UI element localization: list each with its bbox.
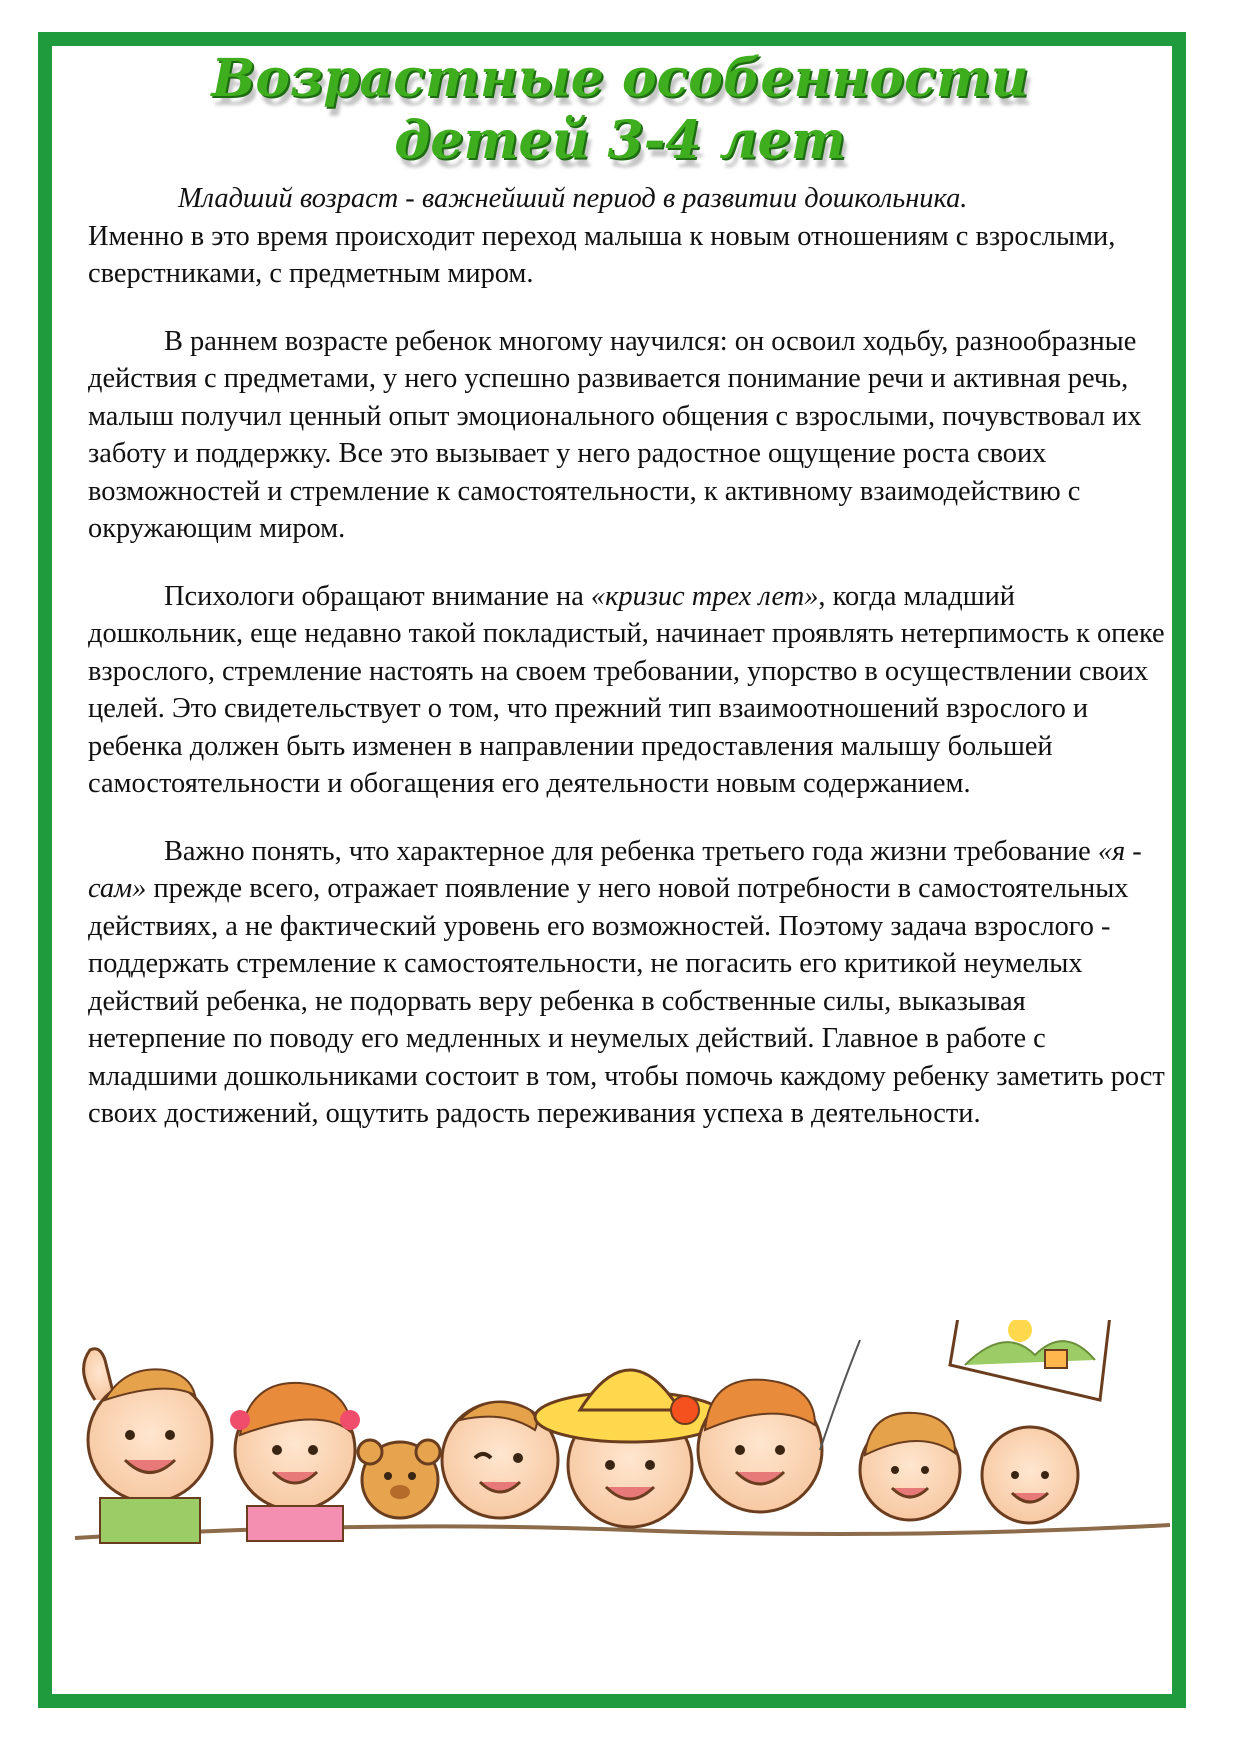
child-7 bbox=[982, 1427, 1078, 1523]
paragraph-1-rest: Именно в это время происходит переход малыша к новым отношениям с взрослыми, сверстниками, с предметным миром. bbox=[88, 220, 1116, 289]
teddy-bear bbox=[358, 1440, 440, 1518]
paragraph-3-text-a: Психологи обращают внимание на bbox=[164, 580, 591, 612]
paragraph-2: В раннем возрасте ребенок многому научился: он освоил ходьбу, разнообразные действия с предметами, у него успешно развивается понимание речи и активная речь, малыш получил ценный опыт эмоционального общения с взрослыми, почувствовал их заботу и поддержку. Все это вызывает у него радостное ощущение роста своих возможностей и стремление к самостоятельности, к активному взаимодействию с окружающим миром. bbox=[88, 325, 1142, 544]
page-title-line-2: детей 3-4 лет bbox=[394, 110, 846, 171]
paragraph-4-text-b: прежде всего, отражает появление у него новой потребности в самостоятельных действиях, а не фактический уровень его возможностей. Поэтому задача взрослого - поддержать стремление к самостоятельности, не погасить его критикой неумелых действий ребенка, не подорвать веру ребенка в собственные силы, выказывая нетерпение по поводу его медленных и неумелых действий. Главное в работе с младшими дошкольниками состоит в том, чтобы помочь каждому ребенку заметить рост своих достижений, ощутить радость переживания успеха в деятельности. bbox=[88, 873, 1165, 1129]
page-title-line-1: Возрастные особенности bbox=[211, 48, 1029, 109]
children-illustration bbox=[70, 1320, 1180, 1560]
child-1 bbox=[84, 1349, 212, 1543]
paragraph-1-lead: Младший возраст - важнейший период в развитии дошкольника. bbox=[178, 183, 968, 214]
i-myself-phrase: «я - сам» bbox=[88, 835, 1142, 904]
child-2 bbox=[230, 1383, 360, 1541]
child-6 bbox=[860, 1413, 960, 1520]
paragraph-3 bbox=[88, 578, 1168, 803]
paragraph-4 bbox=[88, 833, 1168, 1133]
child-4 bbox=[535, 1370, 725, 1527]
crisis-phrase: «кризис трех лет» bbox=[590, 580, 819, 612]
drawing-picture bbox=[950, 1320, 1110, 1400]
paragraph-1 bbox=[88, 180, 1168, 293]
article-body bbox=[88, 180, 1168, 1133]
paragraph-3-text-b: , когда младший дошкольник, еще недавно такой покладистый, начинает проявлять нетерпимость к опеке взрослого, стремление настоять на своем требовании, упорство в осуществлении своих целей. Это свидетельствует о том, что прежний тип взаимоотношений взрослого и ребенка должен быть изменен в направлении предоставления малышу большей самостоятельности и обогащения его деятельности новым содержанием. bbox=[88, 580, 1165, 799]
child-5 bbox=[698, 1340, 860, 1512]
paragraph-4-text-a: Важно понять, что характерное для ребенка третьего года жизни требование bbox=[164, 835, 1098, 867]
